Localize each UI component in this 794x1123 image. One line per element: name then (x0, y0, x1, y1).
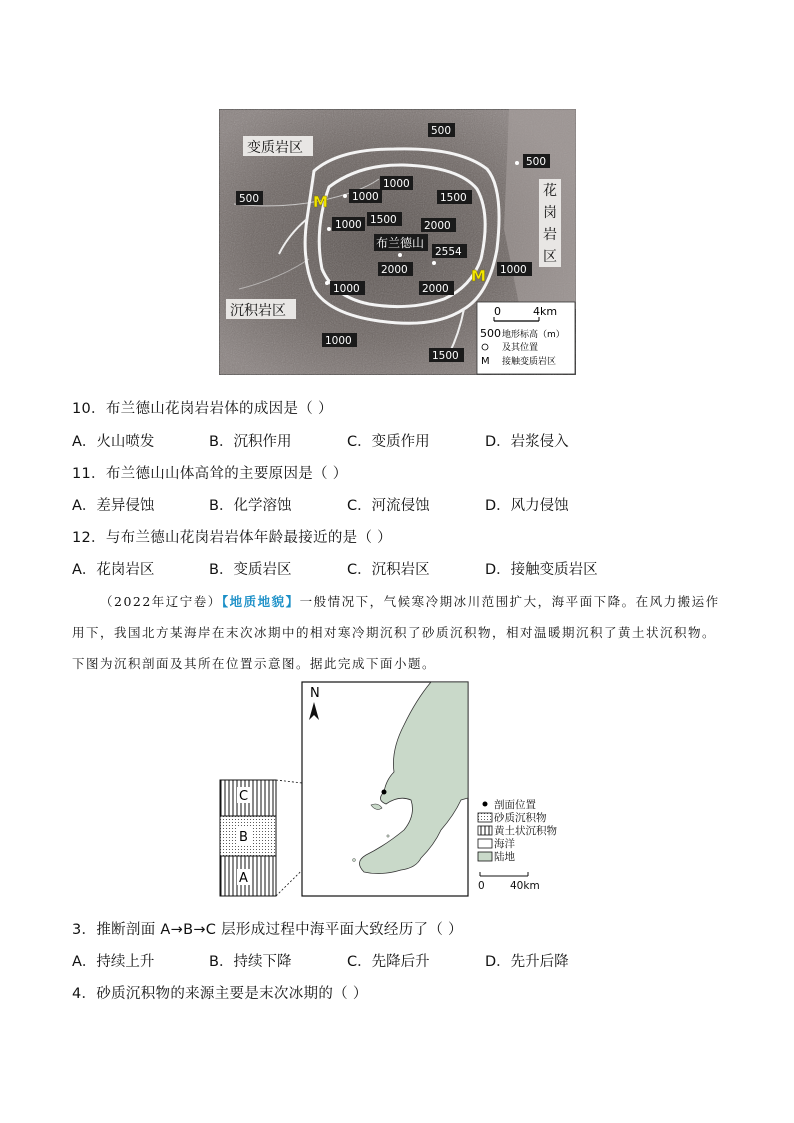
profile-location-dot (382, 790, 387, 795)
legend-m-letter: M (481, 356, 490, 367)
region-granite-2: 岗 (543, 205, 557, 221)
intro-line3: 下图为沉积剖面及其所在位置示意图。据此完成下面小题。 (72, 656, 437, 671)
elev-label: 2000 (422, 283, 449, 295)
intro-line1: 一般情况下，气候寒冷期冰川范围扩大，海平面下降。在风力搬运作 (299, 594, 720, 609)
legend-sand: 砂质沉积物 (494, 812, 547, 824)
region-granite-4: 区 (543, 249, 557, 265)
elev-label: 500 (431, 125, 452, 137)
map-legend (477, 302, 575, 374)
q12-option-a[interactable]: A．花岗岩区 (72, 562, 155, 578)
legend-m-text: 接触变质岩区 (502, 357, 557, 367)
elev-label: 1500 (440, 192, 467, 204)
scale-km: 4km (533, 305, 558, 318)
q12-option-c[interactable]: C．沉积岩区 (347, 562, 430, 578)
elev-label: 2000 (381, 264, 408, 276)
question-10-stem: 10．布兰德山花岗岩岩体的成因是（ ） (72, 401, 333, 417)
elev-label: 1000 (383, 178, 410, 190)
elev-label: 2000 (424, 220, 451, 232)
elev-label: 1500 (432, 350, 459, 362)
q12-option-d[interactable]: D．接触变质岩区 (485, 562, 598, 578)
sediment-profile-figure (216, 680, 576, 900)
north-label: N (310, 686, 320, 701)
elev-label: 1000 (500, 264, 527, 276)
layer-c-label: C (239, 789, 249, 804)
q11-option-d[interactable]: D．风力侵蚀 (485, 498, 569, 514)
q3-option-b[interactable]: B．持续下降 (209, 954, 292, 970)
legend-loess: 黄土状沉积物 (494, 825, 557, 837)
q10-option-d[interactable]: D．岩浆侵入 (485, 434, 569, 450)
q11-option-a[interactable]: A．差异侵蚀 (72, 498, 155, 514)
question-12-stem: 12．与布兰德山花岗岩岩体年龄最接近的是（ ） (72, 530, 392, 546)
figure2-legend (478, 798, 557, 892)
legend-scale-km: 40km (510, 880, 540, 892)
intro-tag: 【地质地貌】 (221, 594, 300, 609)
question-11-stem: 11．布兰德山山体高耸的主要原因是（ ） (72, 466, 348, 482)
q12-option-b[interactable]: B．变质岩区 (209, 562, 292, 578)
elev-label: 1000 (335, 219, 362, 231)
elev-label: 500 (239, 193, 260, 205)
peak-elevation: 2554 (435, 246, 462, 258)
contact-marker-m: M (313, 193, 328, 211)
legend-elev-num: 500 (480, 327, 501, 340)
layer-b-label: B (239, 830, 248, 845)
legend-ocean: 海洋 (494, 838, 515, 850)
intro-year: （2022年辽宁卷） (100, 594, 222, 609)
legend-profile-location: 剖面位置 (494, 799, 536, 811)
q10-option-a[interactable]: A．火山喷发 (72, 434, 155, 450)
question-3-stem: 3．推断剖面 A→B→C 层形成过程中海平面大致经历了（ ） (72, 922, 463, 938)
elev-label: 1000 (325, 335, 352, 347)
scale-zero: 0 (494, 305, 501, 318)
question-4-stem: 4．砂质沉积物的来源主要是末次冰期的（ ） (72, 986, 368, 1002)
q11-option-c[interactable]: C．河流侵蚀 (347, 498, 430, 514)
legend-scale-zero: 0 (478, 880, 485, 892)
layer-a-label: A (239, 871, 248, 886)
elev-label: 1500 (370, 214, 397, 226)
q3-option-a[interactable]: A．持续上升 (72, 954, 155, 970)
contact-marker-m: M (471, 267, 486, 285)
region-sedimentary: 沉积岩区 (230, 303, 286, 319)
q10-option-b[interactable]: B．沉积作用 (209, 434, 292, 450)
legend-elev-text: 地形标高（m） (502, 330, 565, 340)
legend-land: 陆地 (494, 851, 515, 863)
elev-label: 1000 (333, 283, 360, 295)
brandberg-geology-map (219, 109, 576, 375)
q3-option-c[interactable]: C．先降后升 (347, 954, 430, 970)
q11-option-b[interactable]: B．化学溶蚀 (209, 498, 292, 514)
elev-label: 1000 (352, 191, 379, 203)
legend-elev-text2: 及其位置 (502, 343, 539, 353)
sediment-profile-column (220, 780, 276, 896)
elev-label: 500 (526, 156, 547, 168)
region-granite-3: 岩 (543, 227, 557, 243)
intro-line2: 用下，我国北方某海岸在末次冰期中的相对寒冷期沉积了砂质沉积物，相对温暖期沉积了黄土状沉积物。 (72, 625, 717, 640)
intro-paragraph (72, 586, 752, 679)
region-metamorphic: 变质岩区 (247, 140, 303, 156)
q3-option-d[interactable]: D．先升后降 (485, 954, 569, 970)
region-granite-1: 花 (543, 183, 557, 199)
q10-option-c[interactable]: C．变质作用 (347, 434, 430, 450)
mountain-name: 布兰德山 (376, 236, 425, 250)
